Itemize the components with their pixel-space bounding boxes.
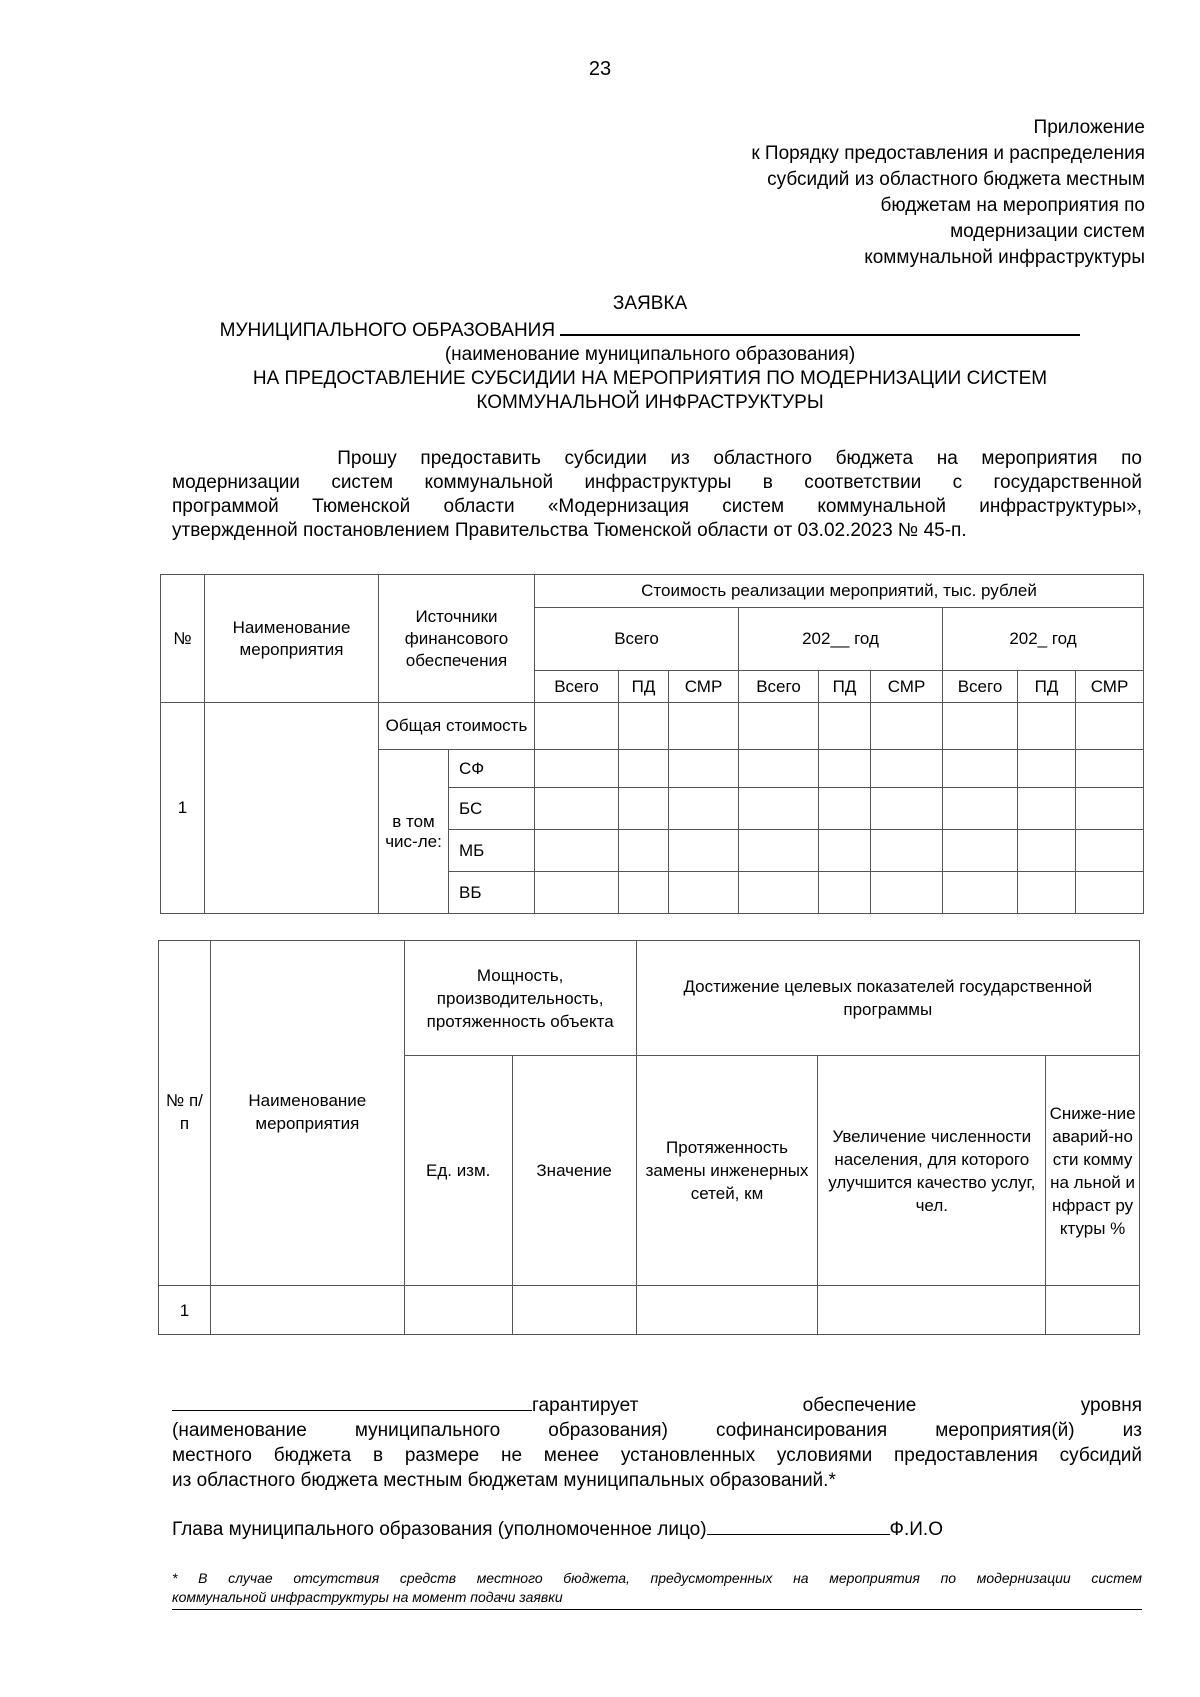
cell[interactable] [669,703,739,750]
paragraph-line: программой Тюменской области «Модернизация систем коммунальной инфраструктуры», [172,496,1142,517]
appendix-line: модернизации систем [950,221,1145,242]
cell[interactable] [1018,703,1076,750]
cell[interactable] [819,788,871,830]
cell[interactable] [535,830,619,872]
title-prefix: МУНИЦИПАЛЬНОГО ОБРАЗОВАНИЯ [219,320,556,341]
subheader-total: Всего [739,671,819,703]
signature-label: Глава муниципального образования (уполномоченное лицо) [172,1519,707,1540]
header-targets: Достижение целевых показателей государственной программы [636,941,1139,1056]
cell[interactable] [512,1286,636,1335]
guarantee-word: гарантирует [532,1395,639,1416]
cell[interactable] [943,830,1018,872]
appendix-line: Приложение [1033,117,1145,138]
cell[interactable] [669,830,739,872]
cell[interactable] [1076,788,1144,830]
cell[interactable] [1076,750,1144,788]
header-value: Значение [512,1056,636,1286]
appendix-line: коммунальной инфраструктуры [864,247,1145,268]
cell[interactable] [739,872,819,914]
cell[interactable] [535,872,619,914]
cell[interactable] [871,750,943,788]
request-paragraph [172,447,1142,543]
guarantee-line: (наименование муниципального образования) софинансирования мероприятия(й) из [172,1420,1142,1441]
guarantee-line: местного бюджета в размере не менее установленных условиями предоставления субсидий [172,1445,1142,1466]
source-vb: ВБ [449,872,535,914]
title-municipality-line [170,316,1130,343]
header-group-total: Всего [535,608,739,671]
cell[interactable] [943,872,1018,914]
subheader-pd: ПД [619,671,669,703]
subheader-pd: ПД [819,671,871,703]
appendix-header [751,115,1145,271]
cell[interactable] [619,750,669,788]
table-row [161,703,1144,750]
cell[interactable] [619,872,669,914]
guarantee-word: уровня [1080,1395,1142,1416]
guarantee-line-1 [172,1392,1142,1418]
cell[interactable] [739,703,819,750]
cell[interactable] [739,830,819,872]
title-line: ЗАЯВКА [612,293,688,314]
cell[interactable] [819,750,871,788]
subheader-total: Всего [535,671,619,703]
cell[interactable] [739,750,819,788]
cell[interactable] [669,788,739,830]
header-group-year2: 202_ год [943,608,1144,671]
cell[interactable] [669,750,739,788]
subheader-smr: СМР [669,671,739,703]
guarantee-line: из областного бюджета местным бюджетам муниципальных образований.* [172,1470,836,1491]
title-line: НА ПРЕДОСТАВЛЕНИЕ СУБСИДИИ НА МЕРОПРИЯТИЯ ПО МОДЕРНИЗАЦИИ СИСТЕМ [252,368,1048,389]
header-sources: Источники финансового обеспечения [379,575,535,703]
signature-field[interactable] [707,1516,890,1535]
header-cost: Стоимость реализации мероприятий, тыс. рублей [535,575,1144,608]
header-length: Протяженность замены инженерных сетей, км [636,1056,818,1286]
footnote-line: * В случае отсутствия средств местного бюджета, предусмотренных на мероприятия по модернизации систем [172,1570,1142,1586]
paragraph-line: утвержденной постановлением Правительства Тюменской области от 03.02.2023 № 45-п. [172,520,967,541]
source-sf: СФ [449,750,535,788]
subheader-smr: СМР [1076,671,1144,703]
cell[interactable] [871,703,943,750]
signature-fio: Ф.И.О [889,1519,943,1540]
guarantee-paragraph [172,1392,1142,1493]
row-name-cell[interactable] [205,703,379,914]
header-population: Увеличение численности населения, для которого улучшится качество услуг, чел. [818,1056,1046,1286]
cell[interactable] [535,788,619,830]
row-num: 1 [159,1286,211,1335]
subheader-smr: СМР [871,671,943,703]
signature-line [172,1516,943,1542]
cell[interactable] [943,750,1018,788]
page-number: 23 [588,58,612,80]
cell[interactable] [818,1286,1046,1335]
paragraph-line: модернизации систем коммунальной инфраструктуры в соответствии с государственной [172,472,1142,493]
cell[interactable] [1076,872,1144,914]
cell[interactable] [1018,788,1076,830]
guarantee-word: обеспечение [802,1395,917,1416]
source-mb: МБ [449,830,535,872]
header-group-year1: 202__ год [739,608,943,671]
footnote-line: коммунальной инфраструктуры на момент подачи заявки [172,1589,563,1605]
title-line: КОММУНАЛЬНОЙ ИНФРАСТРУКТУРЫ [476,392,824,413]
header-num: № [161,575,205,703]
cell[interactable] [535,703,619,750]
title-hint: (наименование муниципального образования) [444,344,856,365]
document-title [170,292,1130,415]
indicators-table [158,940,1140,1335]
cell[interactable] [404,1286,512,1335]
cell[interactable] [871,788,943,830]
cell[interactable] [619,830,669,872]
source-bs: БС [449,788,535,830]
cell[interactable] [210,1286,404,1335]
cell[interactable] [619,703,669,750]
cell[interactable] [669,872,739,914]
appendix-line: субсидий из областного бюджета местным [767,169,1145,190]
cell[interactable] [1076,830,1144,872]
subheader-total: Всего [943,671,1018,703]
cell[interactable] [943,703,1018,750]
cost-table [160,574,1144,914]
cell[interactable] [819,830,871,872]
municipality-name-field[interactable] [560,316,1080,336]
cell[interactable] [636,1286,818,1335]
cell[interactable] [1046,1286,1140,1335]
row-num: 1 [161,703,205,914]
header-unit: Ед. изм. [404,1056,512,1286]
header-name: Наименование мероприятия [205,575,379,703]
paragraph-line: Прошу предоставить субсидии из областного бюджета на мероприятия по [172,448,1142,469]
cell[interactable] [1018,872,1076,914]
total-cost-label: Общая стоимость [379,703,535,750]
including-label: в том чис-ле: [379,750,449,914]
header-capacity: Мощность, производительность, протяженность объекта [404,941,636,1056]
header-accidents: Сниже-ние аварий-ности коммуна льной инфраст руктуры % [1046,1056,1140,1286]
footnote [172,1569,1142,1610]
cell[interactable] [871,872,943,914]
cell[interactable] [819,703,871,750]
cell[interactable] [871,830,943,872]
cell[interactable] [619,788,669,830]
cell[interactable] [1076,703,1144,750]
cell[interactable] [943,788,1018,830]
cell[interactable] [739,788,819,830]
appendix-line: к Порядку предоставления и распределения [751,143,1145,164]
cell[interactable] [1018,830,1076,872]
cell[interactable] [535,750,619,788]
municipality-blank-field[interactable] [172,1392,532,1411]
appendix-line: бюджетам на мероприятия по [880,195,1145,216]
cell[interactable] [819,872,871,914]
table-row [159,1286,1140,1335]
header-name: Наименование мероприятия [210,941,404,1286]
cell[interactable] [1018,750,1076,788]
subheader-pd: ПД [1018,671,1076,703]
header-num: № п/п [159,941,211,1286]
